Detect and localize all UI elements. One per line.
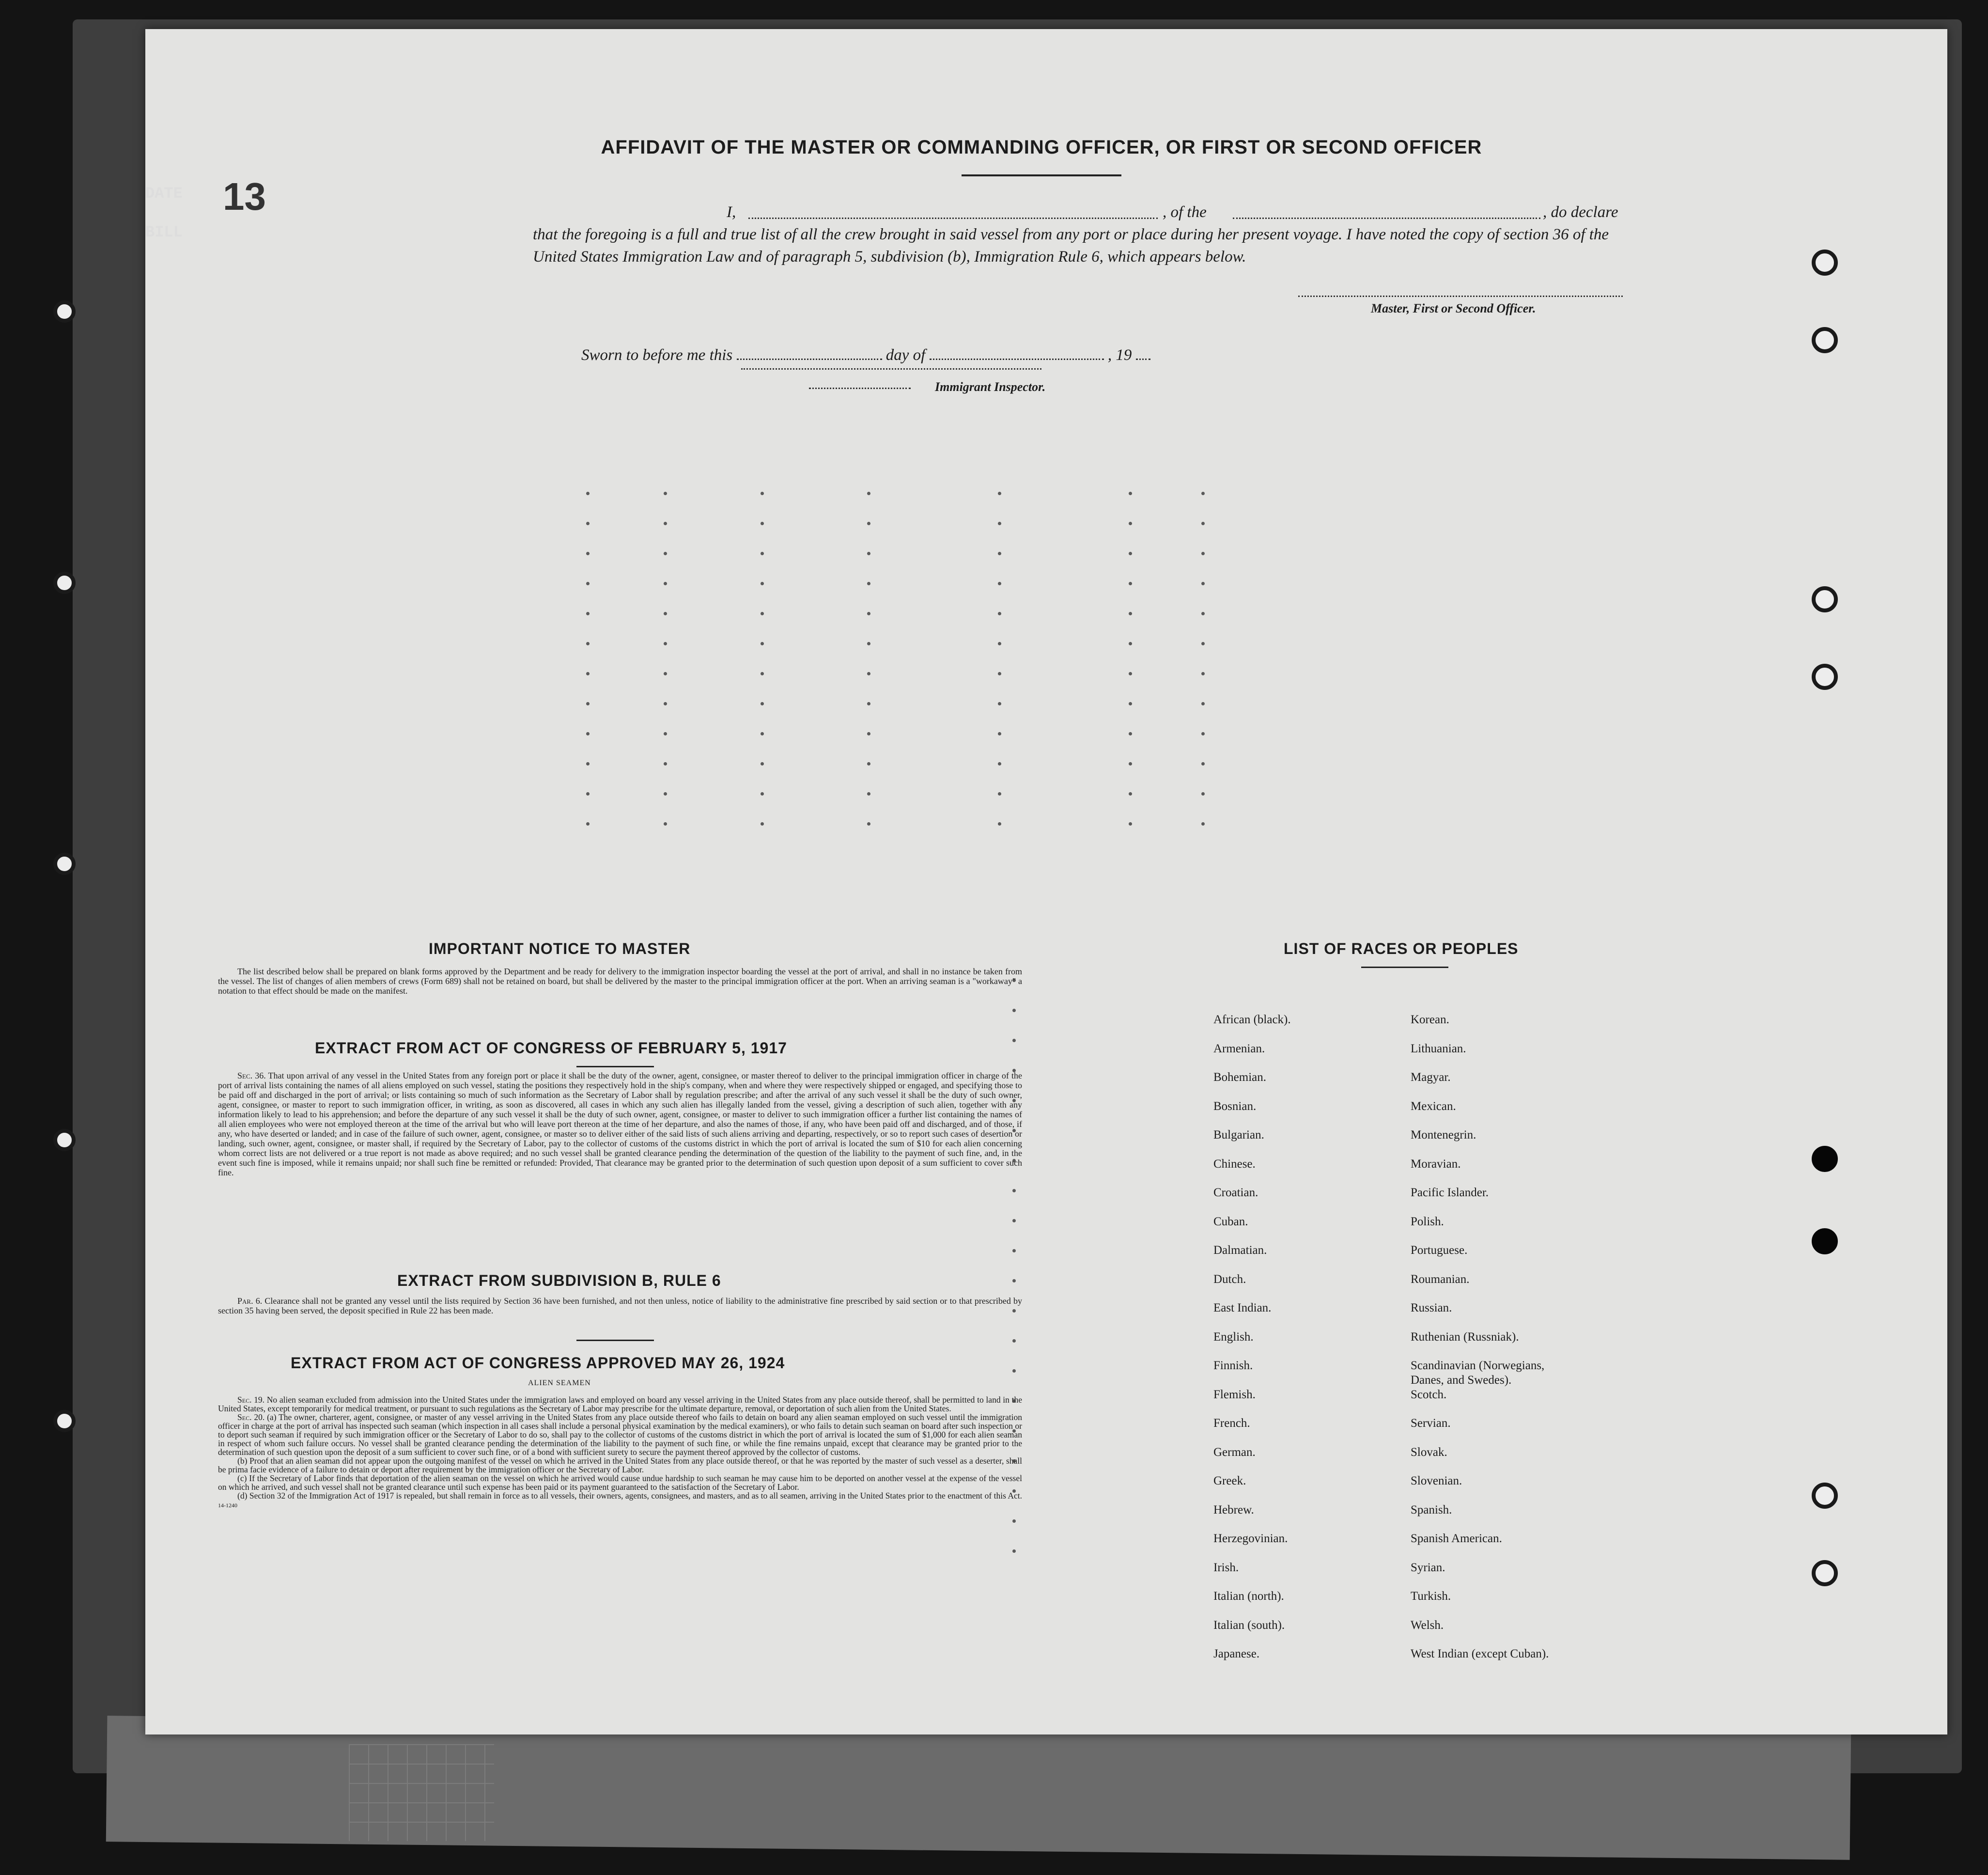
bleed-dot <box>586 702 590 705</box>
punch-hole-icon <box>1812 664 1838 690</box>
year-label: , 19 <box>1107 346 1132 364</box>
race-item: Scandinavian (Norwegians, Danes, and Swedes). <box>1411 1359 1545 1387</box>
race-item: Slovak. <box>1411 1445 1447 1459</box>
race-item: Flemish. <box>1213 1388 1256 1401</box>
bleed-dot <box>586 822 590 826</box>
race-item: French. <box>1213 1417 1250 1430</box>
race-item: Montenegrin. <box>1411 1128 1476 1141</box>
bleed-dot <box>1129 642 1132 645</box>
vessel-name-field[interactable] <box>1233 208 1540 219</box>
race-item: Hebrew. <box>1213 1503 1254 1516</box>
binder-hole-icon <box>53 1129 76 1151</box>
extract-1924-body <box>218 1395 1022 1510</box>
bleed-dot <box>1201 702 1205 705</box>
race-item: Ruthenian (Russniak). <box>1411 1330 1519 1344</box>
sec-19-text: No alien seaman excluded from admission into the United States under the immigration laws and employed on board any vessel arriving in the United States from any place outside thereof, shall be permitted to land in the United States, except temporarily for medical treatment, or pursuant to such regulations as the Secretary of Labor may prescribe for the ultimate departure, removal, or deportation of such alien from the United States. <box>218 1395 1022 1413</box>
bleed-dot <box>1129 762 1132 766</box>
sworn-day-field[interactable] <box>737 349 882 360</box>
punch-hole-icon <box>1812 250 1838 276</box>
bleed-dot <box>1129 582 1132 585</box>
affidavit-declaration <box>533 201 1628 268</box>
race-item: Pacific Islander. <box>1411 1186 1489 1199</box>
alien-seamen-subtitle: ALIEN SEAMEN <box>528 1379 591 1387</box>
races-title-rule <box>1361 967 1448 968</box>
race-item: Bulgarian. <box>1213 1128 1264 1141</box>
bleed-dot <box>664 672 667 675</box>
bleed-dot <box>664 702 667 705</box>
race-item: Syrian. <box>1411 1561 1445 1574</box>
punch-hole-icon <box>1812 1146 1838 1172</box>
bleed-dot <box>664 492 667 495</box>
race-item: Herzegovinian. <box>1213 1532 1288 1545</box>
race-item: Croatian. <box>1213 1186 1258 1199</box>
bleed-dot <box>867 672 870 675</box>
bleed-dot <box>867 762 870 766</box>
race-item: Bosnian. <box>1213 1099 1257 1113</box>
bleed-dot <box>1129 822 1132 826</box>
race-item: Finnish. <box>1213 1359 1253 1372</box>
bleed-dot <box>586 642 590 645</box>
bleed-dot <box>998 492 1001 495</box>
inspector-signature-underline <box>809 388 911 389</box>
officer-name-field[interactable] <box>748 208 1158 219</box>
bleed-dot <box>1129 732 1132 735</box>
race-item: Bohemian. <box>1213 1071 1267 1084</box>
extract-1924-title: EXTRACT FROM ACT OF CONGRESS APPROVED MAY 26, 1924 <box>291 1354 785 1372</box>
bleed-dot <box>1012 1189 1016 1192</box>
bleed-dot <box>1012 1219 1016 1222</box>
bleed-dot <box>761 612 764 615</box>
bleed-dot <box>867 792 870 796</box>
sec-36-text: That upon arrival of any vessel in the United States from any foreign port or place it shall be the duty of the owner, agent, consignee, or master thereof to deliver to the principal immigration officer in charge of the port of arrival lists containing the names of all aliens employed on such vessel, stating the positions they respectively hold in the ship's company, when and where they were respectively shipped or engaged, and specifying those to be paid off and discharged in the port of arrival; or lists containing so much of such information as the Secretary of Labor shall by regulation prescribe; and after the arrival of any such vessel it shall be the duty of such owner, agent, consignee, or master to report to such immigration officer, in writing, as soon as discovered, all cases in which any such alien has illegally landed from the vessel, giving a description of such alien, together with any information likely to lead to his apprehension; and before the departure of any such vessel it shall be the duty of such owner, agent, consignee, or master to deliver to such immigration officer a further list containing the names of all alien employees who were not employed thereon at the time of the arrival but who will leave port thereon at the time of her departure, and also the names of those, if any, who have been paid off and discharged, and of those, if any, who have deserted or landed; and in case of the failure of such owner, agent, consignee, or master so to deliver either of the said lists of such aliens arriving and departing, respectively, or so to report such cases of desertion or landing, such owner, agent, consignee, or master shall, if required by the Secretary of Labor, pay to the collector of customs of the customs district in which the port of arrival is located the sum of $10 for each alien concerning whom correct lists are not delivered or a true report is not made as above required; and no such vessel shall be granted clearance pending the determination of the question of the liability to the payment of such fine, and, in the event such fine is imposed, while it remains unpaid; nor shall such fine be remitted or refunded: Provided, That clearance may be granted prior to the determination of such question upon deposit of a sum sufficient to cover such fine. <box>218 1071 1022 1177</box>
bleed-dot <box>998 792 1001 796</box>
bleed-dot <box>761 732 764 735</box>
i-label: I, <box>727 203 736 221</box>
race-item: Spanish American. <box>1411 1532 1502 1545</box>
page-number: 13 <box>223 175 266 218</box>
bleed-dot <box>1201 672 1205 675</box>
sworn-month-field[interactable] <box>930 349 1104 360</box>
race-item: Portuguese. <box>1411 1244 1468 1257</box>
race-item: Scotch. <box>1411 1388 1447 1401</box>
bleed-dot <box>586 492 590 495</box>
bleed-dot <box>761 582 764 585</box>
bleed-dot <box>761 552 764 555</box>
race-item: Welsh. <box>1411 1618 1444 1632</box>
bleed-dot <box>1012 1249 1016 1252</box>
race-item: Dutch. <box>1213 1272 1246 1286</box>
binder-hole-icon <box>53 1410 76 1432</box>
bleed-dot <box>998 582 1001 585</box>
bleed-dot <box>1201 552 1205 555</box>
race-item: Armenian. <box>1213 1042 1265 1055</box>
race-item: Servian. <box>1411 1417 1451 1430</box>
important-notice-text: The list described below shall be prepared on blank forms approved by the Department and be ready for delivery to the immigration inspector boarding the vessel at the port of arrival, and shall in no instance be taken from the vessel. The list of changes of alien members of crews (Form 689) shall not be retained on board, but shall be delivered by the master to the principal immigration officer at the port. When an arriving seaman is a "workaway" a notation to that effect should be made on the manifest. <box>218 967 1022 996</box>
sec-19-label: Sec. 19. <box>237 1395 265 1405</box>
bleed-dot <box>761 672 764 675</box>
race-item: Korean. <box>1411 1013 1449 1026</box>
bleed-dot <box>867 732 870 735</box>
race-item: Polish. <box>1411 1215 1444 1228</box>
bleed-dot <box>998 762 1001 766</box>
bleed-dot <box>1201 822 1205 826</box>
bleed-dot <box>867 522 870 525</box>
bleed-dot <box>664 762 667 766</box>
bleed-dot <box>761 522 764 525</box>
bleed-dot <box>998 822 1001 826</box>
bleed-dot <box>867 702 870 705</box>
day-of-label: day of <box>885 346 926 364</box>
race-item: Lithuanian. <box>1411 1042 1466 1055</box>
affidavit-body: that the foregoing is a full and true list of all the crew brought in said vessel from any port or place during her present voyage. I have noted the copy of section 36 of the United States Immigration Law and of paragraph 5, subdivision (b), Immigration Rule 6, which appears below. <box>533 226 1609 266</box>
extract-1917-body <box>218 1071 1022 1177</box>
bleed-dot <box>586 522 590 525</box>
race-item: Cuban. <box>1213 1215 1248 1228</box>
par-6-text: Clearance shall not be granted any vessel until the lists required by Section 36 have been furnished, and not then unless, notice of liability to the administrative fine prescribed by said section or to that prescribed by section 35 having been served, the deposit specified in Rule 22 has been made. <box>218 1296 1022 1315</box>
bleed-dot <box>586 762 590 766</box>
bleed-dot <box>1201 762 1205 766</box>
affidavit-title: AFFIDAVIT OF THE MASTER OR COMMANDING OFFICER, OR FIRST OR SECOND OFFICER <box>601 137 1482 158</box>
bleed-dot <box>1129 702 1132 705</box>
bleed-dot <box>1129 612 1132 615</box>
bleed-dot <box>761 822 764 826</box>
do-declare-label: , do declare <box>1543 203 1618 221</box>
margin-stamp-bill: BILL <box>145 223 183 241</box>
binder-hole-icon <box>53 300 76 323</box>
bleed-dot <box>1201 612 1205 615</box>
bleed-dot <box>998 642 1001 645</box>
race-item: Russian. <box>1411 1301 1452 1314</box>
race-item: Chinese. <box>1213 1157 1256 1171</box>
bleed-dot <box>664 522 667 525</box>
bleed-dot <box>1201 582 1205 585</box>
bleed-dot <box>1129 552 1132 555</box>
title-rule <box>962 174 1121 176</box>
bleed-dot <box>664 552 667 555</box>
punch-hole-icon <box>1812 1560 1838 1586</box>
bleed-dot <box>1012 1039 1016 1042</box>
sworn-line <box>581 346 1150 364</box>
race-item: Irish. <box>1213 1561 1239 1574</box>
race-item: East Indian. <box>1213 1301 1272 1314</box>
bleed-dot <box>761 492 764 495</box>
bleed-dot <box>1129 792 1132 796</box>
races-title: LIST OF RACES OR PEOPLES <box>1284 940 1519 957</box>
master-signature-field[interactable] <box>1298 296 1623 297</box>
extract-1917-title: EXTRACT FROM ACT OF CONGRESS OF FEBRUARY 5, 1917 <box>315 1039 787 1057</box>
bleed-dot <box>998 522 1001 525</box>
bleed-dot <box>1012 1369 1016 1373</box>
race-item: Dalmatian. <box>1213 1244 1267 1257</box>
par-6-label: Par. 6. <box>237 1296 263 1306</box>
race-item: Greek. <box>1213 1474 1246 1487</box>
sec-20c-text: (c) If the Secretary of Labor finds that deportation of the alien seaman on the vessel on which he arrived would cause undue hardship to such seaman he may cause him to be deported on another vessel at the expense of the vessel on which he arrived, and such vessel shall not be granted clearance until such expense has been paid or its payment guaranteed to the satisfaction of the Secretary of Labor. <box>218 1473 1022 1492</box>
bleed-dot <box>1201 492 1205 495</box>
race-item: Magyar. <box>1411 1071 1451 1084</box>
bleed-dot <box>998 702 1001 705</box>
bleed-dot <box>586 732 590 735</box>
of-the-label: , of the <box>1163 203 1207 221</box>
punch-hole-icon <box>1812 1483 1838 1509</box>
section-rule <box>576 1340 654 1341</box>
race-item: Italian (south). <box>1213 1618 1285 1632</box>
extract-rule6-body <box>218 1296 1022 1315</box>
margin-stamp-date: DATE <box>145 185 183 203</box>
sworn-year-field[interactable] <box>1136 349 1150 360</box>
bleed-dot <box>664 732 667 735</box>
binder-hole-icon <box>53 572 76 594</box>
bleed-dot <box>867 552 870 555</box>
bleed-dot <box>867 492 870 495</box>
bleed-dot <box>1012 1549 1016 1553</box>
sec-20d-text: (d) Section 32 of the Immigration Act of 1917 is repealed, but shall remain in force as to all vessels, their owners, agents, consignees, and masters, and as to all seamen, arriving in the United States prior to the enactment of this Act. <box>237 1491 1022 1500</box>
bleed-dot <box>586 552 590 555</box>
bleed-dot <box>1129 672 1132 675</box>
form-page <box>145 29 1947 1734</box>
punch-hole-icon <box>1812 586 1838 612</box>
race-item: Spanish. <box>1411 1503 1452 1516</box>
margin-stamp <box>145 174 225 271</box>
bleed-dot <box>664 612 667 615</box>
inspector-caption: Immigrant Inspector. <box>935 380 1046 394</box>
inspector-signature-field[interactable] <box>741 368 1041 370</box>
race-item: African (black). <box>1213 1013 1291 1026</box>
sec-20-label: Sec. 20. <box>237 1412 265 1422</box>
race-item: West Indian (except Cuban). <box>1411 1647 1549 1660</box>
form-number: 14-1240 <box>218 1502 237 1509</box>
bleed-dot <box>586 612 590 615</box>
race-item: Turkish. <box>1411 1590 1451 1603</box>
bleed-dot <box>586 582 590 585</box>
sec-20b-text: (b) Proof that an alien seaman did not appear upon the outgoing manifest of the vessel on which he arrived in the United States from any place outside thereof, or that he was reported by the master of such vessel as a deserter, shall be prima facie evidence of a failure to detain or deport after requirement by the immigration officer or the Secretary of Labor. <box>218 1456 1022 1474</box>
bleed-dot <box>1012 1009 1016 1012</box>
section-rule <box>576 1066 654 1067</box>
punch-hole-icon <box>1812 1228 1838 1254</box>
race-item: Japanese. <box>1213 1647 1260 1660</box>
bleed-dot <box>761 642 764 645</box>
race-item: Mexican. <box>1411 1099 1456 1113</box>
race-item: English. <box>1213 1330 1254 1344</box>
important-notice-title: IMPORTANT NOTICE TO MASTER <box>429 940 691 957</box>
sworn-label: Sworn to before me this <box>581 346 733 364</box>
race-item: Italian (north). <box>1213 1590 1284 1603</box>
bleed-dot <box>761 792 764 796</box>
bleed-dot <box>761 762 764 766</box>
bleed-dot <box>867 612 870 615</box>
bleed-dot <box>1201 522 1205 525</box>
bleed-dot <box>664 642 667 645</box>
bleed-dot <box>1201 642 1205 645</box>
bleed-dot <box>1201 792 1205 796</box>
bleed-dot <box>664 822 667 826</box>
bleed-dot <box>998 672 1001 675</box>
bleed-dot <box>867 822 870 826</box>
race-item: Moravian. <box>1411 1157 1461 1171</box>
sec-36-label: Sec. 36. <box>237 1071 266 1080</box>
bleed-dot <box>761 702 764 705</box>
bleed-dot <box>1129 492 1132 495</box>
bleed-dot <box>1129 522 1132 525</box>
bleed-dot <box>1012 1519 1016 1523</box>
race-item: Roumanian. <box>1411 1272 1470 1286</box>
bleed-dot <box>1012 1279 1016 1282</box>
bleed-dot <box>586 672 590 675</box>
sec-20a-text: (a) The owner, charterer, agent, consignee, or master of any vessel arriving in the United States from any place outside thereof who fails to detain on board any alien seaman employed on such vessel until the immigration officer in charge at the port of arrival has inspected such seaman (which inspection in all cases shall include a personal physical examination by the medical examiners), or who fails to detain such seaman on board after such inspection or to deport such seaman if required by such immigration officer or the Secretary of Labor to do so, shall pay to the collector of customs of the customs district in which the port of arrival is located the sum of $1,000 for each alien seaman in respect of whom such failure occurs. No vessel shall be granted clearance pending the determination of the liability to the payment of such fine, or while the fine remains unpaid, except that clearance may be granted prior to the determination of such question upon the deposit of a sum sufficient to cover such fine, or of a bond with sufficient surety to secure the payment thereof approved by the collector of customs. <box>218 1412 1022 1457</box>
bleed-dot <box>998 612 1001 615</box>
bleed-dot <box>664 582 667 585</box>
binder-hole-icon <box>53 853 76 875</box>
bleed-dot <box>867 582 870 585</box>
bleed-dot <box>664 792 667 796</box>
extract-rule6-title: EXTRACT FROM SUBDIVISION B, RULE 6 <box>397 1272 721 1289</box>
punch-hole-icon <box>1812 327 1838 353</box>
bleed-dot <box>1201 732 1205 735</box>
master-caption: Master, First or Second Officer. <box>1371 301 1536 315</box>
bleed-dot <box>998 732 1001 735</box>
race-item: German. <box>1213 1445 1256 1459</box>
bleed-dot <box>867 642 870 645</box>
race-item: Slovenian. <box>1411 1474 1462 1487</box>
underlying-graph-paper <box>349 1744 494 1841</box>
bleed-dot <box>586 792 590 796</box>
bleed-dot <box>998 552 1001 555</box>
bleed-dot <box>1012 1339 1016 1343</box>
